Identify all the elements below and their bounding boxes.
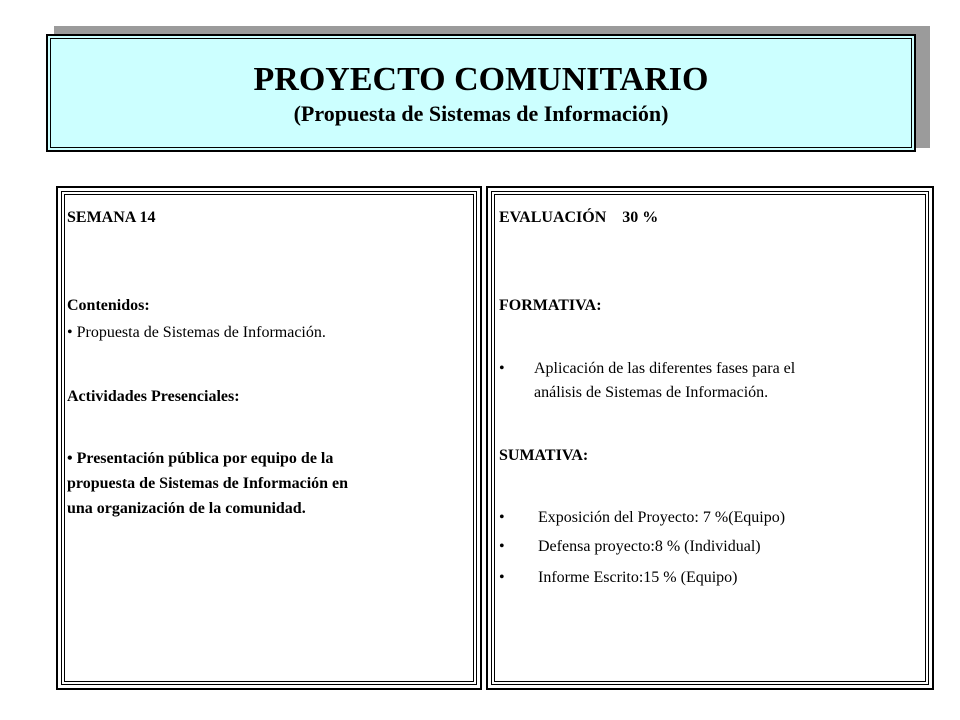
- summative-item-report: Informe Escrito:15 % (Equipo): [538, 569, 738, 586]
- formative-item-line1: Aplicación de las diferentes fases para el: [534, 360, 796, 377]
- summative-bullet: •: [499, 569, 505, 586]
- contents-heading: Contenidos:: [67, 297, 150, 314]
- activities-item-line3: una organización de la comunidad.: [67, 500, 306, 517]
- week-label: SEMANA 14: [67, 209, 156, 226]
- summative-item-defense: Defensa proyecto:8 % (Individual): [538, 538, 761, 555]
- summative-item-exposition: Exposición del Proyecto: 7 %(Equipo): [538, 509, 786, 526]
- activities-item-line2: propuesta de Sistemas de Información en: [67, 475, 349, 492]
- activities-item-line1: • Presentación pública por equipo de la: [67, 450, 334, 467]
- page-subtitle: (Propuesta de Sistemas de Información): [293, 101, 669, 126]
- formative-heading: FORMATIVA:: [499, 297, 602, 314]
- right-panel: [486, 186, 934, 690]
- title-banner: [46, 34, 916, 152]
- right-panel-frame-inner: [494, 194, 926, 682]
- activities-heading: Actividades Presenciales:: [67, 388, 240, 405]
- left-panel: [56, 186, 482, 690]
- evaluation-label: EVALUACIÓN 30 %: [499, 209, 659, 226]
- contents-item: • Propuesta de Sistemas de Información.: [67, 324, 326, 341]
- summative-heading: SUMATIVA:: [499, 447, 589, 464]
- page-title: PROYECTO COMUNITARIO: [253, 61, 709, 98]
- summative-bullet: •: [499, 538, 505, 555]
- left-panel-frame-inner: [64, 194, 474, 682]
- formative-item-line2: análisis de Sistemas de Información.: [534, 384, 769, 401]
- formative-bullet: •: [499, 360, 505, 377]
- summative-bullet: •: [499, 509, 505, 526]
